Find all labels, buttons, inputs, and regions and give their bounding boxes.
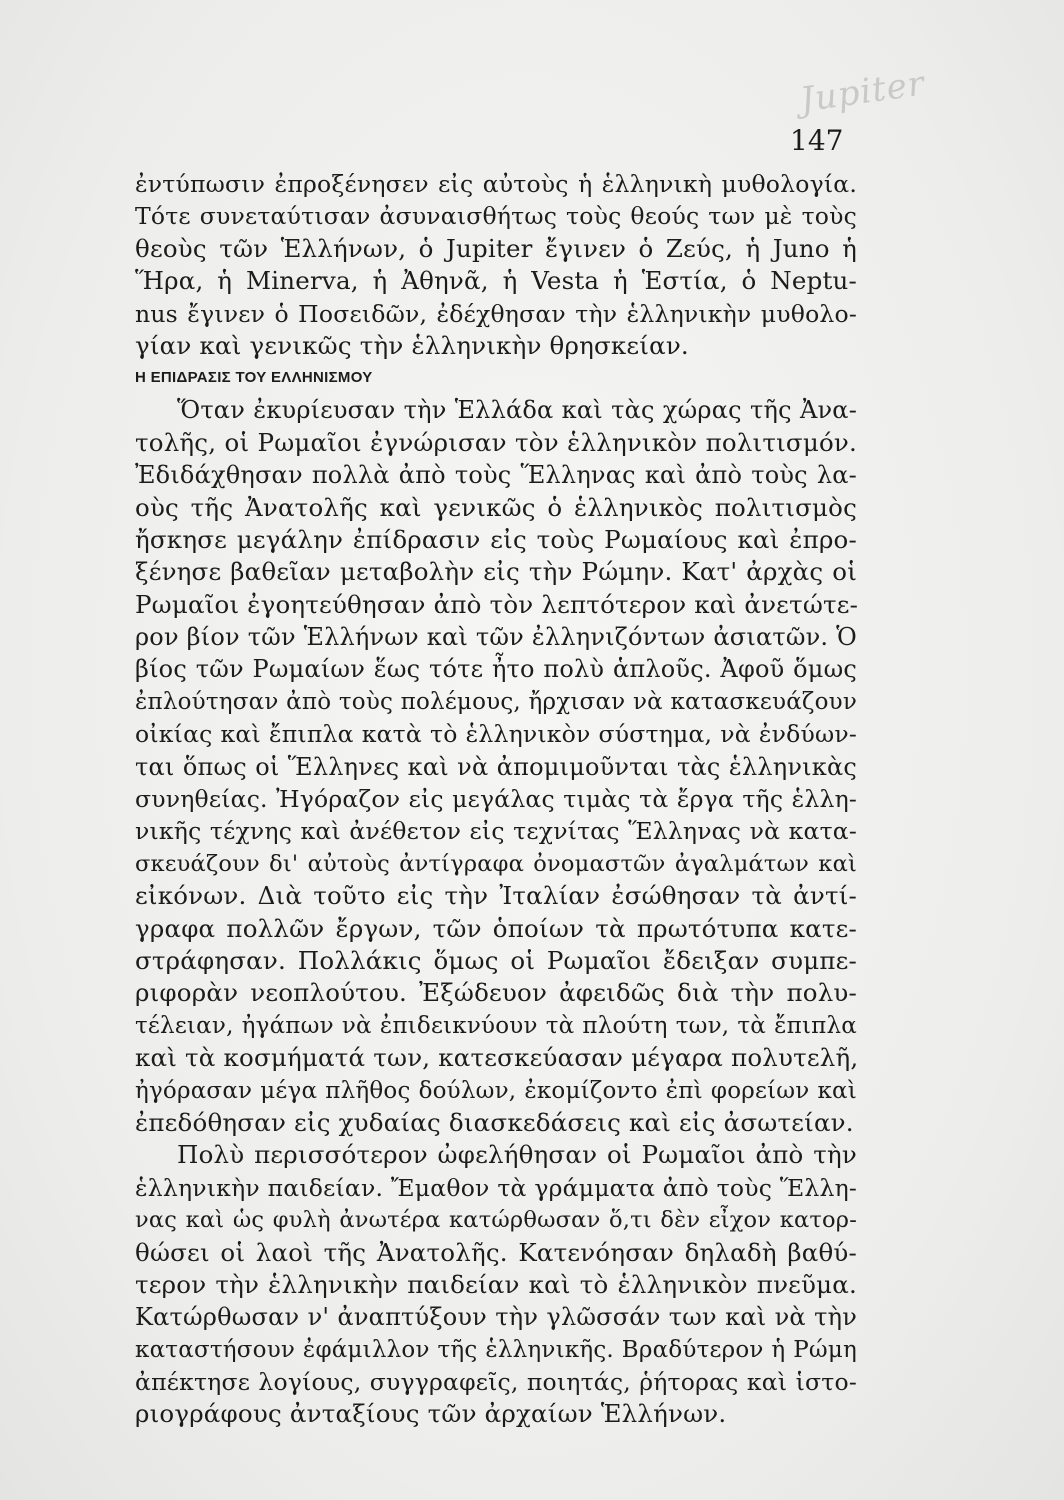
text-line: θεοὺς τῶν Ἑλλήνων, ὁ Jupiter ἔγινεν ὁ Ζεύς, ἡ Juno ἡ — [135, 233, 857, 263]
body-text — [135, 168, 857, 1431]
text-line: ρον βίον τῶν Ἑλλήνων καὶ τῶν ἐλληνιζόντων ἀσιατῶν. Ὁ — [135, 623, 857, 652]
text-line: ἐπεδόθησαν εἰς χυδαίας διασκεδάσεις καὶ εἰς ἀσωτείαν. — [135, 1107, 854, 1137]
text-line: Ἐδιδάχθησαν πολλὰ ἀπὸ τοὺς Ἕλληνας καὶ ἀπὸ τοὺς λα- — [135, 461, 857, 490]
text-line: τέλειαν, ἠγάπων νὰ ἐπιδεικνύουν τὰ πλούτη των, τὰ ἔπιπλα — [135, 1012, 857, 1039]
text-line: θώσει οἱ λαοὶ τῆς Ἀνατολῆς. Κατενόησαν δηλαδὴ βαθύ- — [135, 1237, 857, 1267]
text-line: ἑλληνικὴν παιδείαν. Ἔμαθον τὰ γράμματα ἀπὸ τοὺς Ἕλλη- — [135, 1173, 857, 1202]
text-line: ἀπέκτησε λογίους, συγγραφεῖς, ποιητάς, ῥήτορας καὶ ἱστο- — [135, 1368, 857, 1397]
text-line: nus ἔγινεν ὁ Ποσειδῶν, ἐδέχθησαν τὴν ἑλληνικὴν μυθολο- — [135, 299, 857, 328]
text-line: Τότε συνεταύτισαν ἀσυναισθήτως τοὺς θεούς των μὲ τοὺς — [135, 202, 857, 231]
text-line: Ἥρα, ἡ Minerva, ἡ Ἀθηνᾶ, ἡ Vesta ἡ Ἑστία, ὁ Neptu- — [135, 266, 857, 296]
text-line: ξένησε βαθεῖαν μεταβολὴν εἰς τὴν Ρώμην. Κατ' ἀρχὰς οἱ — [135, 557, 857, 587]
text-line: Κατώρθωσαν ν' ἀναπτύξουν τὴν γλῶσσάν των καὶ νὰ τὴν — [135, 1303, 857, 1332]
text-line: συνηθείας. Ἠγόραζον εἰς μεγάλας τιμὰς τὰ ἔργα τῆς ἑλλη- — [135, 785, 857, 814]
text-line: ἤσκησε μεγάλην ἐπίδρασιν εἰς τοὺς Ρωμαίους καὶ ἐπρο- — [135, 524, 857, 554]
text-line: ριογράφους ἀνταξίους τῶν ἀρχαίων Ἑλλήνων. — [135, 1399, 727, 1429]
text-line: Πολὺ περισσότερον ὠφελήθησαν οἱ Ρωμαῖοι ἀπὸ τὴν — [177, 1140, 857, 1170]
text-line: γραφα πολλῶν ἔργων, τῶν ὁποίων τὰ πρωτότυπα κατε- — [135, 913, 857, 943]
text-line: ἐντύπωσιν ἐπροξένησεν εἰς αὐτοὺς ἡ ἑλληνικὴ μυθολογία. — [135, 170, 857, 198]
text-line: οὺς τῆς Ἀνατολῆς καὶ γενικῶς ὁ ἑλληνικὸς πολιτισμὸς — [135, 492, 857, 522]
text-line: ται ὅπως οἱ Ἕλληνες καὶ νὰ ἀπομιμοῦνται τὰς ἑλληνικὰς — [135, 752, 857, 781]
text-line: νικῆς τέχνης καὶ ἀνέθετον εἰς τεχνίτας Ἕλληνας νὰ κατα- — [135, 817, 857, 846]
text-line: καταστήσουν ἐφάμιλλον τῆς ἑλληνικῆς. Βραδύτερον ἡ Ρώμη — [135, 1336, 857, 1363]
text-line: τολῆς, οἱ Ρωμαῖοι ἐγνώρισαν τὸν ἑλληνικὸν πολιτισμόν. — [135, 427, 857, 457]
text-line: εἰκόνων. Διὰ τοῦτο εἰς τὴν Ἰταλίαν ἐσώθησαν τὰ ἀντί- — [135, 881, 857, 911]
text-line: στράφησαν. Πολλάκις ὅμως οἱ Ρωμαῖοι ἔδειξαν συμπε- — [135, 945, 857, 975]
text-line: Ρωμαῖοι ἐγοητεύθησαν ἀπὸ τὸν λεπτότερον καὶ ἀνετώτε- — [135, 589, 859, 619]
text-line: γίαν καὶ γενικῶς τὴν ἑλληνικὴν θρησκείαν. — [135, 330, 689, 360]
paragraph-2 — [135, 394, 857, 1139]
paragraph-1 — [135, 168, 857, 362]
text-line: βίος τῶν Ρωμαίων ἕως τότε ἦτο πολὺ ἁπλοῦς. Ἀφοῦ ὅμως — [135, 655, 857, 684]
text-line: σκευάζουν δι' αὐτοὺς ἀντίγραφα ὀνομαστῶν ἀγαλμάτων καὶ — [135, 850, 857, 877]
text-line: οἰκίας καὶ ἔπιπλα κατὰ τὸ ἑλληνικὸν σύστημα, νὰ ἐνδύων- — [135, 720, 857, 749]
text-line: ἠγόρασαν μέγα πλῆθος δούλων, ἐκομίζοντο ἐπὶ φορείων καὶ — [135, 1077, 857, 1104]
pencil-annotation: Jupiter — [797, 63, 928, 121]
text-line: καὶ τὰ κοσμήματά των, κατεσκεύασαν μέγαρα πολυτελῆ, — [135, 1043, 859, 1073]
section-heading: Η ΕΠΙΔΡΑΣΙΣ ΤΟΥ ΕΛΛΗΝΙΣΜΟΥ — [135, 369, 373, 387]
text-line: τερον τὴν ἑλληνικὴν παιδείαν καὶ τὸ ἑλληνικὸν πνεῦμα. — [135, 1269, 857, 1299]
text-line: νας καὶ ὡς φυλὴ ἀνωτέρα κατώρθωσαν ὅ,τι δὲν εἶχον κατορ- — [135, 1207, 857, 1234]
text-line: ριφορὰν νεοπλούτου. Ἐξώδευον ἀφειδῶς διὰ τὴν πολυ- — [135, 978, 857, 1008]
paragraph-3 — [135, 1139, 857, 1431]
text-line: ἐπλούτησαν ἀπὸ τοὺς πολέμους, ἤρχισαν νὰ κατασκευάζουν — [135, 688, 857, 715]
text-line: Ὅταν ἐκυρίευσαν τὴν Ἑλλάδα καὶ τὰς χώρας τῆς Ἀνα- — [177, 396, 857, 425]
page-number: 147 — [790, 124, 844, 157]
